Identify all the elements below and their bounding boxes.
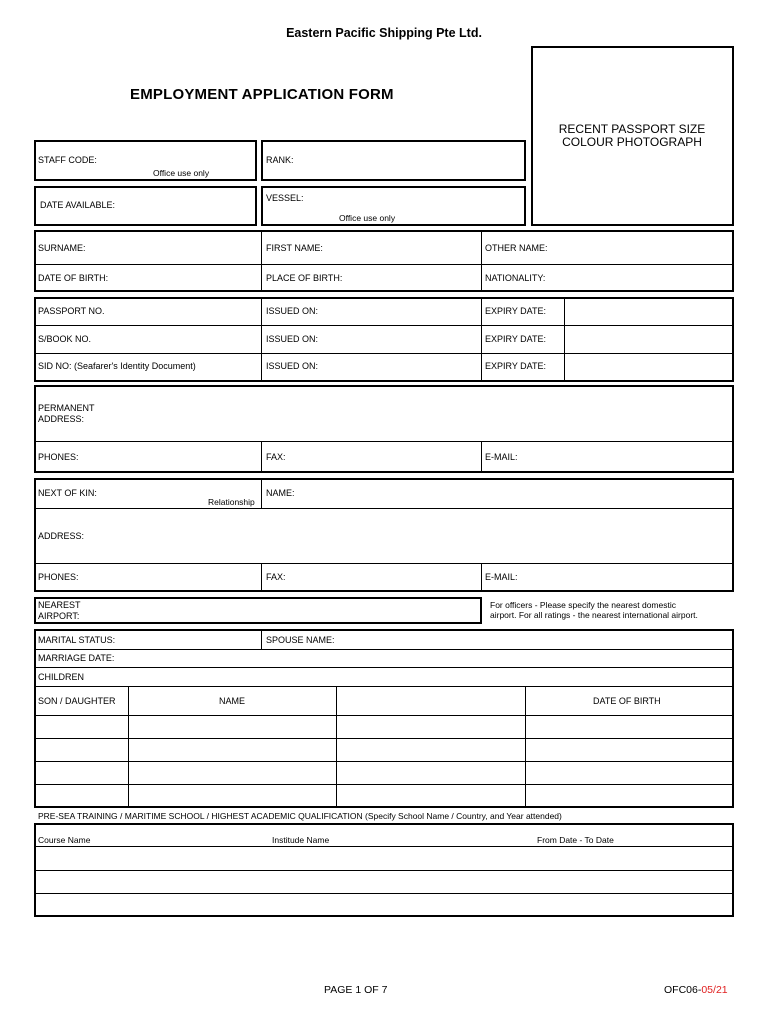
- sid-label: SID NO: (Seafarer's Identity Document): [38, 361, 196, 371]
- photo-line-2: COLOUR PHOTOGRAPH: [562, 135, 702, 149]
- sbook-label: S/BOOK NO.: [38, 334, 92, 344]
- page-number: PAGE 1 OF 7: [324, 984, 388, 996]
- airport-note: [490, 600, 698, 620]
- other-name-label: OTHER NAME:: [485, 243, 548, 253]
- dates-header: From Date - To Date: [537, 835, 614, 845]
- kin-email-label: E-MAIL:: [485, 572, 518, 582]
- child-dob-header: DATE OF BIRTH: [593, 696, 661, 706]
- company-name: Eastern Pacific Shipping Pte Ltd.: [286, 26, 482, 40]
- kin-fax-label: FAX:: [266, 572, 286, 582]
- nearest-airport-box[interactable]: [34, 597, 482, 624]
- dob-label: DATE OF BIRTH:: [38, 273, 109, 283]
- relationship-label: Relationship: [208, 497, 255, 507]
- institute-name-header: Institude Name: [272, 835, 330, 845]
- form-code: [664, 984, 728, 996]
- first-name-label: FIRST NAME:: [266, 243, 323, 253]
- kin-phones-label: PHONES:: [38, 572, 79, 582]
- family-block: [34, 629, 734, 808]
- staff-code-label: STAFF CODE:: [38, 155, 97, 165]
- personal-info-block: [34, 230, 734, 292]
- course-name-header: Course Name: [38, 835, 91, 845]
- surname-label: SURNAME:: [38, 243, 86, 253]
- passport-issued-label: ISSUED ON:: [266, 306, 319, 316]
- spouse-name-label: SPOUSE NAME:: [266, 635, 335, 645]
- next-of-kin-label: NEXT OF KIN:: [38, 488, 97, 498]
- children-label: CHILDREN: [38, 672, 85, 682]
- permanent-address-label-2: ADDRESS:: [38, 414, 85, 424]
- nearest-airport-label-1: NEAREST: [38, 600, 81, 610]
- sid-expiry-label: EXPIRY DATE:: [485, 361, 547, 371]
- passport-label: PASSPORT NO.: [38, 306, 105, 316]
- kin-name-label: NAME:: [266, 488, 295, 498]
- marriage-date-label: MARRIAGE DATE:: [38, 653, 115, 663]
- airport-note-line-1: For officers - Please specify the nearest domestic: [490, 600, 676, 610]
- office-use-note-2: Office use only: [339, 213, 396, 223]
- education-heading: PRE-SEA TRAINING / MARITIME SCHOOL / HIGHEST ACADEMIC QUALIFICATION (Specify School Name / Country, and Year attended): [38, 811, 562, 821]
- form-code-prefix: OFC06-: [664, 984, 702, 996]
- photo-line-1: RECENT PASSPORT SIZE: [558, 122, 706, 136]
- date-available-label: DATE AVAILABLE:: [40, 200, 116, 210]
- next-of-kin-block: [34, 478, 734, 592]
- place-of-birth-label: PLACE OF BIRTH:: [266, 273, 343, 283]
- vessel-label: VESSEL:: [266, 193, 304, 203]
- sbook-expiry-label: EXPIRY DATE:: [485, 334, 547, 344]
- permanent-address-block: [34, 385, 734, 473]
- passport-expiry-label: EXPIRY DATE:: [485, 306, 547, 316]
- child-name-header: NAME: [219, 696, 246, 706]
- fax-label: FAX:: [266, 452, 286, 462]
- email-label: E-MAIL:: [485, 452, 518, 462]
- marital-status-label: MARITAL STATUS:: [38, 635, 116, 645]
- permanent-address-label-1: PERMANENT: [38, 403, 95, 413]
- sbook-issued-label: ISSUED ON:: [266, 334, 319, 344]
- rank-box[interactable]: [261, 140, 526, 181]
- form-title: EMPLOYMENT APPLICATION FORM: [130, 86, 394, 103]
- phones-label: PHONES:: [38, 452, 79, 462]
- kin-address-label: ADDRESS:: [38, 531, 85, 541]
- rank-label: RANK:: [266, 155, 294, 165]
- airport-note-line-2: airport. For all ratings - the nearest international airport.: [490, 610, 698, 620]
- office-use-note-1: Office use only: [153, 168, 210, 178]
- form-revision: 05/21: [701, 984, 728, 996]
- son-daughter-header: SON / DAUGHTER: [38, 696, 116, 706]
- nearest-airport-label-2: AIRPORT:: [38, 611, 80, 621]
- photo-instruction: [534, 123, 730, 149]
- sid-issued-label: ISSUED ON:: [266, 361, 319, 371]
- nationality-label: NATIONALITY:: [485, 273, 546, 283]
